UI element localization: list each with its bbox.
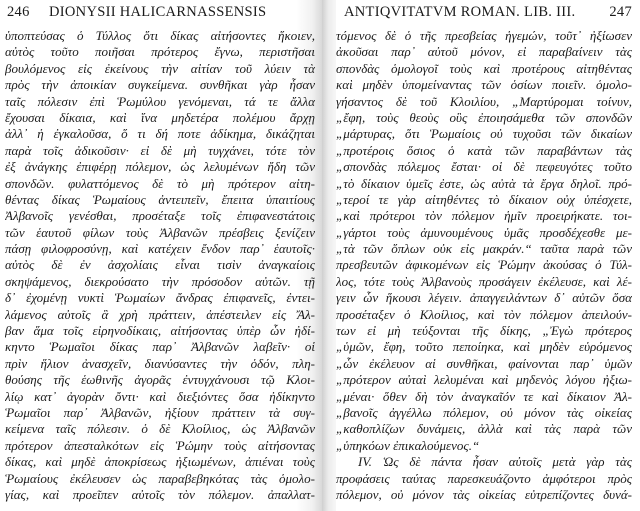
text-line: „τὸ δίκαιον ὑμεῖς ἐστε, ὡς αὐτὰ τὰ ἔργα δηλοῖ. πρό- xyxy=(336,175,632,191)
text-line: „καθοπλίζων δυνάμεις, ἀλλὰ καὶ τὰς παρὰ τῶν xyxy=(336,421,632,437)
text-line: ἀλλ᾽ ἡ ἐγκαλοῦσα, ὅ τι δή ποτε ἀδίκημα, δικάζηται xyxy=(5,126,315,142)
text-line: θέντας δίκας Ῥωμαίους ἀντειπεῖν, ἔπειτα ὑπαιτίους xyxy=(5,191,315,207)
text-line: σπονδῶν. φυλαττόμενος δὲ τὸ μὴ πρότερον αἰτη- xyxy=(5,175,315,191)
text-line: πόλεμον, οὐ μόνον τὰς οἰκείας εὐτρεπίζοντες δυνά- xyxy=(336,486,632,502)
text-line: „ὑμῶν, ἔφη, τοῦτο πεποίηκα, καὶ μηδὲν εὑρόμενος xyxy=(336,339,632,355)
text-line: „μέναι· ὅθεν δὴ τὸν ἀναγκαῖόν τε καὶ δίκαιον Ἀλ- xyxy=(336,388,632,404)
text-line: καὶ μηδὲν ὑπομείναντας τῶν ὁσίων ποιεῖν. ὁμολο- xyxy=(336,77,632,93)
text-line: κηντο Ῥωμαῖοι δίκας παρ᾽ Ἀλβανῶν λαβεῖν· οἱ xyxy=(5,339,315,355)
text-line: των εἰ μὴ τεύξονται τῆς δίκης, „Ἐγὼ πρότερος xyxy=(336,323,632,339)
text-line: θούσης τῆς ἑωθινῆς ἀγορᾶς ἐντυγχάνουσι τῷ Κλοι- xyxy=(5,372,315,388)
left-page-header xyxy=(7,2,313,22)
text-line: ἀκοῦσαι παρ᾽ αὐτοῦ μόνον, εἰ παραβαίνειν τὰς xyxy=(336,44,632,60)
text-line: ἔχουσαι δίκαια, καὶ ἵνα μηδετέρα πολέμου ἄρχῃ xyxy=(5,109,315,125)
right-page xyxy=(336,0,640,511)
text-line: ἐξ ἀνάγκης ἐπιφέρῃ πόλεμον, ὡς λελυμένων ἤδη τῶν xyxy=(5,159,315,175)
text-line: πρὸς τὴν ἀποικίαν συγκείμενα. συνθῆκαι γὰρ ἦσαν xyxy=(5,77,315,93)
text-line: „ἔφη, τοὺς θεοὺς οὓς ἐποιησάμεθα τῶν σπονδῶν xyxy=(336,109,632,125)
text-line: „μάρτυρας, ὅτι Ῥωμαίοις οὐ τυχοῦσι τῶν δικαίων xyxy=(336,126,632,142)
text-line: „γάρτοι τοὺς ἀμυνουμένους ὑμᾶς προσδέχεσθε με- xyxy=(336,224,632,240)
text-line: „πρότερον αὐταὶ λελυμέναι καὶ μηδενὸς λόγου ἠξιω- xyxy=(336,372,632,388)
text-line: προφάσεις ταύτας παρεσκευάζοντο ἀμφότεροι πρὸς xyxy=(336,470,632,486)
running-title: ANTIQVITATVM ROMAN. LIB. III. xyxy=(344,4,576,20)
left-page-text xyxy=(5,28,315,503)
text-line: „τὰ τῶν ὅπλων οὐκ εἰς μακράν.“ ταῦτα παρὰ τῶν xyxy=(336,241,632,257)
text-line: πρὶν ἥλιον ἀνασχεῖν, διανύσαντες τὴν ὁδόν, πλη- xyxy=(5,355,315,371)
running-title: DIONYSII HALICARNASSENSIS xyxy=(49,4,267,20)
page-number: 247 xyxy=(609,4,632,20)
text-line: σπονδὰς ὁμολογοῖ τοὺς καὶ προτέρους αἰτηθέντας xyxy=(336,60,632,76)
text-line: „προτέροις ὅσιος ὁ κατὰ τῶν παραβάντων τὰς xyxy=(336,142,632,158)
text-line: Ἀλβανοῖς γενέσθαι, προσέταξε τοῖς ἐπιφανεστάτοις xyxy=(5,208,315,224)
text-line: „τεροί τε γὰρ αἰτηθέντες τὸ δίκαιον οὐχ ὑπέσχετε, xyxy=(336,191,632,207)
text-line: κείμενα ταῖς πόλεσιν. ὁ δὲ Κλοίλιος, ὡς Ἀλβανῶν xyxy=(5,421,315,437)
text-line: πρεσβευτῶν ἀφικομένων εἰς Ῥώμην ἀκούσας ὁ Τύλ- xyxy=(336,257,632,273)
text-line: πρότερον ἀπεσταλκότων εἰς Ῥώμην τοὺς αἰτήσοντας xyxy=(5,437,315,453)
text-line: γήσαντος δὲ τοῦ Κλοιλίου, „Μαρτύρομαι τοίνυν, xyxy=(336,93,632,109)
text-line: „σπονδὰς πόλεμος ἔσται· οἱ δὲ πεφευγότες τοῦτο xyxy=(336,159,632,175)
text-line: δίκας, καὶ μηδὲ ἀποκρίσεως ἠξιωμένων, ἀπιέναι τοὺς xyxy=(5,454,315,470)
text-line: „καὶ πρότεροι τὸν πόλεμον ἡμῖν προειρήκατε. τοι- xyxy=(336,208,632,224)
text-line: λίῳ κατ᾽ ἀγορὰν ὄντι· καὶ διεξιόντες ὅσα ἠδίκηντο xyxy=(5,388,315,404)
text-line: Ῥωμαῖοι παρ᾽ Ἀλβανῶν, ἠξίουν πράττειν τὰ συγ- xyxy=(5,404,315,420)
text-line: πάσῃ φιλοφροσύνῃ, καὶ κατέχειν ἔνδον παρ᾽ ἑαυτοῖς· xyxy=(5,241,315,257)
text-line: δ᾽ ἐχομένῃ νυκτὶ Ῥωμαίων ἄνδρας ἐπιφανεῖς, ἐντει- xyxy=(5,290,315,306)
text-line: IV. Ὡς δὲ πάντα ἦσαν αὐτοῖς μετὰ γὰρ τὰς xyxy=(358,454,632,470)
text-line: „βανοῖς ἀγγέλλω πόλεμον, οὐ μόνον τὰς οἰκείας xyxy=(336,404,632,420)
text-line: λος, τότε τοὺς Ἀλβανοὺς προσάγειν ἐκέλευσε, καὶ λέ- xyxy=(336,273,632,289)
text-line: αὐτὸς δὲ ἐν ἀσχολίαις εἶναι τισὶν ἀναγκαίοις xyxy=(5,257,315,273)
text-line: ταῖς πόλεσιν ἐπὶ Ῥωμύλου γενόμεναι, τά τε ἄλλα xyxy=(5,93,315,109)
text-line: ὑποπτεύσας ὁ Τύλλος ὅτι δίκας αἰτήσοντες ἥκοιεν, xyxy=(5,28,315,43)
text-line: προσέταξεν ὁ Κλοίλιος, καὶ τὸν πόλεμον ἀπειλούν- xyxy=(336,306,632,322)
text-line: „ὑπηκόων ἐπικαλούμενος.“ xyxy=(336,437,480,453)
text-line: τῶν ἑαυτοῦ φίλων τοὺς Ἀλβανῶν πρέσβεις ξενίζειν xyxy=(5,224,315,240)
text-line: γίας, καὶ προεῖπεν αὐτοῖς τὸν πόλεμον. ἀπαλλατ- xyxy=(5,486,315,502)
text-line: „ὧν ἐκέλευον αἱ συνθῆκαι, φαίνονται παρ᾽ ὑμῶν xyxy=(336,355,632,371)
text-line: σκηψάμενος, διεκρούσατο τὴν πρόσοδον αὐτῶν. τῇ xyxy=(5,273,315,289)
text-line: γειν ὧν ἥκουσι λέγειν. ἀπαγγειλάντων δ᾽ αὐτῶν ὅσα xyxy=(336,290,632,306)
text-line: τόμενος δὲ ὁ τῆς πρεσβείας ἡγεμών, τοῦτ᾽ ἠξίωσεν xyxy=(336,28,632,43)
page-number: 246 xyxy=(7,4,30,20)
text-line: παρὰ τοῖς ἀδικοῦσιν· εἰ δὲ μὴ τυγχάνει, τότε τὸν xyxy=(5,142,315,158)
right-page-text xyxy=(336,28,632,503)
text-line: Ῥωμαίους ἐκέλευσεν ὡς παραβεβηκότας τὰς ὁμολο- xyxy=(5,470,315,486)
book-gutter xyxy=(322,0,336,511)
text-line: λάμενος αὐτοῖς ἃ χρὴ πράττειν, ἀπέστειλεν εἰς Ἄλ- xyxy=(5,306,315,322)
text-line: βουλόμενος εἰς ἐκείνους τὴν αἰτίαν τοῦ λύειν τὰ xyxy=(5,60,315,76)
text-line: βαν ἅμα τοῖς εἰρηνοδίκαις, αἰτήσοντας ὑπὲρ ὧν ἠδί- xyxy=(5,323,315,339)
text-line: αὐτὸς τοῦτο ποιῆσαι πρότερος ἔγνω, περιστῆσαι xyxy=(5,44,315,60)
right-page-header xyxy=(336,2,632,22)
